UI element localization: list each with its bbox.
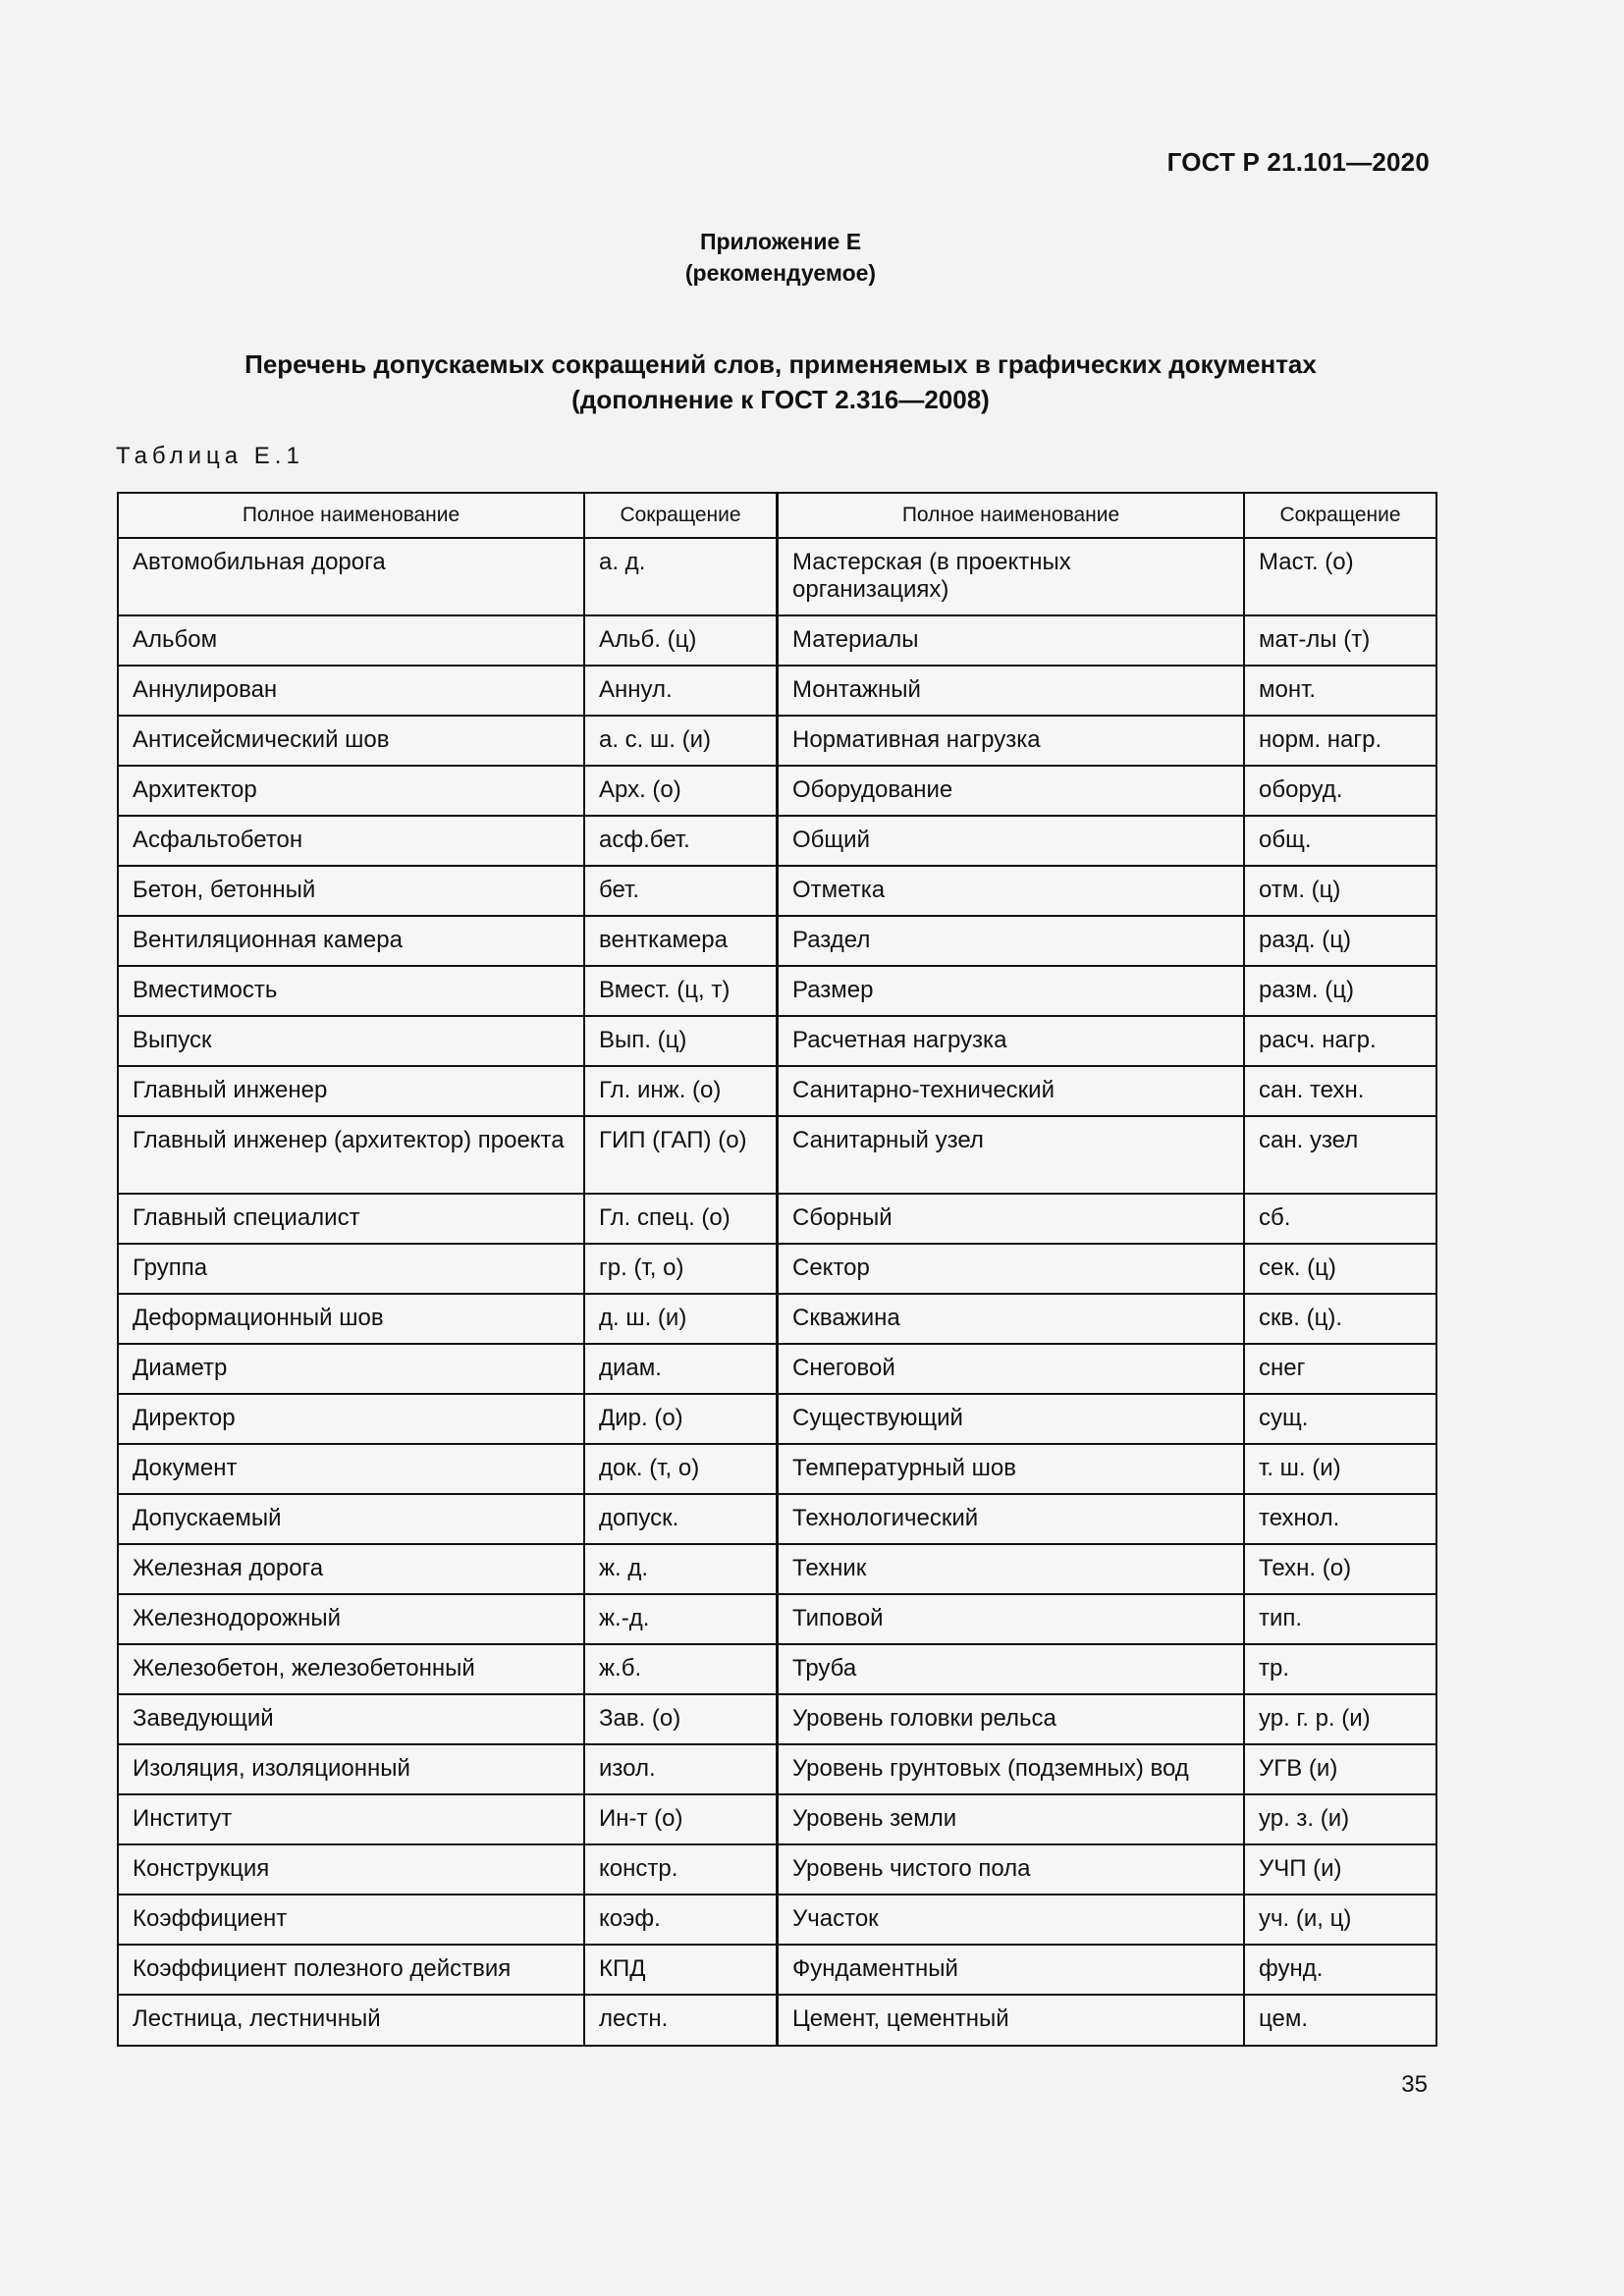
column-header-full-name: Полное наименование xyxy=(119,494,584,538)
abbreviation-cell: сан. техн. xyxy=(1244,1066,1435,1116)
table-row xyxy=(119,866,776,916)
full-name-cell: Группа xyxy=(119,1244,584,1294)
table-row xyxy=(779,666,1435,716)
abbreviation-cell: норм. нагр. xyxy=(1244,716,1435,766)
abbreviation-cell: бет. xyxy=(584,866,776,916)
abbreviation-cell: гр. (т, о) xyxy=(584,1244,776,1294)
full-name-cell: Деформационный шов xyxy=(119,1294,584,1344)
abbreviation-cell: Аннул. xyxy=(584,666,776,716)
full-name-cell: Расчетная нагрузка xyxy=(779,1016,1244,1066)
abbreviation-cell: т. ш. (и) xyxy=(1244,1444,1435,1494)
full-name-cell: Участок xyxy=(779,1895,1244,1945)
abbreviation-cell: КПД xyxy=(584,1945,776,1995)
table-right-half xyxy=(777,492,1437,2047)
table-row xyxy=(779,1544,1435,1594)
abbreviation-cell: цем. xyxy=(1244,1995,1435,2045)
table-row xyxy=(779,1244,1435,1294)
table-row xyxy=(779,1116,1435,1194)
abbreviation-cell: а. д. xyxy=(584,538,776,615)
abbreviation-cell: разд. (ц) xyxy=(1244,916,1435,966)
full-name-cell: Санитарный узел xyxy=(779,1116,1244,1194)
abbreviation-cell: Маст. (о) xyxy=(1244,538,1435,615)
table-row xyxy=(119,615,776,666)
abbreviation-cell: тр. xyxy=(1244,1644,1435,1694)
full-name-cell: Антисейсмический шов xyxy=(119,716,584,766)
abbreviation-cell: ж.б. xyxy=(584,1644,776,1694)
standard-designation: ГОСТ Р 21.101—2020 xyxy=(1166,147,1430,177)
table-row xyxy=(119,1394,776,1444)
table-row xyxy=(119,1694,776,1744)
table-left-half xyxy=(117,492,778,2047)
abbreviation-cell: Техн. (о) xyxy=(1244,1544,1435,1594)
table-row xyxy=(779,1744,1435,1794)
full-name-cell: Главный инженер (архитектор) проекта xyxy=(119,1116,584,1194)
table-row xyxy=(779,766,1435,816)
abbreviation-cell: Альб. (ц) xyxy=(584,615,776,666)
full-name-cell: Типовой xyxy=(779,1594,1244,1644)
abbreviation-cell: расч. нагр. xyxy=(1244,1016,1435,1066)
full-name-cell: Снеговой xyxy=(779,1344,1244,1394)
table-caption: Таблица Е.1 xyxy=(116,443,304,469)
abbreviation-cell: мат-лы (т) xyxy=(1244,615,1435,666)
full-name-cell: Главный специалист xyxy=(119,1194,584,1244)
table-row xyxy=(779,615,1435,666)
abbreviation-cell: сб. xyxy=(1244,1194,1435,1244)
table-left-body xyxy=(119,538,776,2045)
full-name-cell: Техник xyxy=(779,1544,1244,1594)
page-number: 35 xyxy=(1401,2071,1428,2098)
table-row xyxy=(119,1294,776,1344)
abbreviation-cell: ж.-д. xyxy=(584,1594,776,1644)
table-row xyxy=(779,538,1435,615)
full-name-cell: Выпуск xyxy=(119,1016,584,1066)
full-name-cell: Аннулирован xyxy=(119,666,584,716)
abbreviation-cell: асф.бет. xyxy=(584,816,776,866)
abbreviation-cell: технол. xyxy=(1244,1494,1435,1544)
full-name-cell: Скважина xyxy=(779,1294,1244,1344)
table-row xyxy=(119,1794,776,1844)
table-row xyxy=(119,966,776,1016)
full-name-cell: Оборудование xyxy=(779,766,1244,816)
abbreviation-cell: ГИП (ГАП) (о) xyxy=(584,1116,776,1194)
full-name-cell: Монтажный xyxy=(779,666,1244,716)
abbreviation-cell: монт. xyxy=(1244,666,1435,716)
abbreviation-cell: фунд. xyxy=(1244,1945,1435,1995)
abbreviation-cell: общ. xyxy=(1244,816,1435,866)
full-name-cell: Нормативная нагрузка xyxy=(779,716,1244,766)
abbreviation-cell: коэф. xyxy=(584,1895,776,1945)
abbreviation-cell: снег xyxy=(1244,1344,1435,1394)
table-row xyxy=(119,716,776,766)
abbreviation-cell: разм. (ц) xyxy=(1244,966,1435,1016)
full-name-cell: Труба xyxy=(779,1644,1244,1694)
full-name-cell: Институт xyxy=(119,1794,584,1844)
table-row xyxy=(119,1244,776,1294)
full-name-cell: Архитектор xyxy=(119,766,584,816)
table-row xyxy=(119,1995,776,2045)
full-name-cell: Автомобильная дорога xyxy=(119,538,584,615)
abbreviation-cell: УГВ (и) xyxy=(1244,1744,1435,1794)
abbreviation-cell: диам. xyxy=(584,1344,776,1394)
table-row xyxy=(779,1444,1435,1494)
column-header-abbreviation: Сокращение xyxy=(1244,494,1435,538)
full-name-cell: Альбом xyxy=(119,615,584,666)
column-header-abbreviation: Сокращение xyxy=(584,494,776,538)
full-name-cell: Мастерская (в проектных организациях) xyxy=(779,538,1244,615)
full-name-cell: Конструкция xyxy=(119,1844,584,1895)
appendix-heading xyxy=(0,226,1561,289)
table-row xyxy=(119,1945,776,1995)
abbreviation-cell: оборуд. xyxy=(1244,766,1435,816)
full-name-cell: Общий xyxy=(779,816,1244,866)
table-row xyxy=(119,1644,776,1694)
abbreviation-cell: Вып. (ц) xyxy=(584,1016,776,1066)
table-row xyxy=(119,1895,776,1945)
table-row xyxy=(119,1544,776,1594)
table-row xyxy=(119,666,776,716)
table-row xyxy=(779,1995,1435,2045)
table-row xyxy=(779,1194,1435,1244)
abbreviation-cell: а. с. ш. (и) xyxy=(584,716,776,766)
table-row xyxy=(119,1344,776,1394)
column-header-full-name: Полное наименование xyxy=(779,494,1244,538)
abbreviation-cell: сан. узел xyxy=(1244,1116,1435,1194)
full-name-cell: Бетон, бетонный xyxy=(119,866,584,916)
table-row xyxy=(119,1844,776,1895)
full-name-cell: Отметка xyxy=(779,866,1244,916)
abbreviation-cell: УЧП (и) xyxy=(1244,1844,1435,1895)
table-row xyxy=(779,716,1435,766)
full-name-cell: Железная дорога xyxy=(119,1544,584,1594)
table-row xyxy=(119,816,776,866)
full-name-cell: Асфальтобетон xyxy=(119,816,584,866)
full-name-cell: Уровень головки рельса xyxy=(779,1694,1244,1744)
abbreviation-cell: Ин-т (о) xyxy=(584,1794,776,1844)
table-row xyxy=(779,1494,1435,1544)
table-row xyxy=(779,916,1435,966)
table-row xyxy=(779,1066,1435,1116)
abbreviation-cell: венткамера xyxy=(584,916,776,966)
document-title xyxy=(0,347,1561,417)
abbreviation-cell: лестн. xyxy=(584,1995,776,2045)
full-name-cell: Раздел xyxy=(779,916,1244,966)
table-row xyxy=(779,1694,1435,1744)
full-name-cell: Вентиляционная камера xyxy=(119,916,584,966)
table-row xyxy=(779,1945,1435,1995)
full-name-cell: Коэффициент полезного действия xyxy=(119,1945,584,1995)
table-row xyxy=(779,1294,1435,1344)
abbreviation-cell: ж. д. xyxy=(584,1544,776,1594)
table-row xyxy=(779,1016,1435,1066)
abbreviation-cell: констр. xyxy=(584,1844,776,1895)
document-title-line-2: (дополнение к ГОСТ 2.316—2008) xyxy=(571,385,990,414)
document-title-line-1: Перечень допускаемых сокращений слов, применяемых в графических документах xyxy=(244,349,1317,379)
table-row xyxy=(119,916,776,966)
abbreviation-cell: изол. xyxy=(584,1744,776,1794)
appendix-title: Приложение Е xyxy=(699,229,862,254)
abbreviation-cell: тип. xyxy=(1244,1594,1435,1644)
abbreviation-cell: допуск. xyxy=(584,1494,776,1544)
abbreviation-cell: Гл. спец. (о) xyxy=(584,1194,776,1244)
table-row xyxy=(119,1744,776,1794)
full-name-cell: Директор xyxy=(119,1394,584,1444)
table-row xyxy=(779,1594,1435,1644)
table-row xyxy=(119,1116,776,1194)
table-right-body xyxy=(779,538,1435,2045)
full-name-cell: Уровень грунтовых (подземных) вод xyxy=(779,1744,1244,1794)
full-name-cell: Документ xyxy=(119,1444,584,1494)
full-name-cell: Коэффициент xyxy=(119,1895,584,1945)
full-name-cell: Диаметр xyxy=(119,1344,584,1394)
abbreviation-cell: отм. (ц) xyxy=(1244,866,1435,916)
abbreviation-cell: скв. (ц). xyxy=(1244,1294,1435,1344)
abbreviation-cell: Арх. (о) xyxy=(584,766,776,816)
table-row xyxy=(119,1594,776,1644)
full-name-cell: Вместимость xyxy=(119,966,584,1016)
full-name-cell: Лестница, лестничный xyxy=(119,1995,584,2045)
table-row xyxy=(119,1444,776,1494)
table-row xyxy=(779,1394,1435,1444)
full-name-cell: Сборный xyxy=(779,1194,1244,1244)
abbreviation-cell: док. (т, о) xyxy=(584,1444,776,1494)
table-row xyxy=(779,966,1435,1016)
full-name-cell: Изоляция, изоляционный xyxy=(119,1744,584,1794)
abbreviation-cell: ур. з. (и) xyxy=(1244,1794,1435,1844)
table-row xyxy=(119,1066,776,1116)
abbreviation-cell: сек. (ц) xyxy=(1244,1244,1435,1294)
table-row xyxy=(779,1794,1435,1844)
abbreviation-cell: Зав. (о) xyxy=(584,1694,776,1744)
table-row xyxy=(779,1844,1435,1895)
full-name-cell: Железобетон, железобетонный xyxy=(119,1644,584,1694)
table-row xyxy=(119,1194,776,1244)
table-row xyxy=(779,1344,1435,1394)
table-row xyxy=(779,866,1435,916)
table-row xyxy=(779,1895,1435,1945)
full-name-cell: Главный инженер xyxy=(119,1066,584,1116)
table-row xyxy=(119,1016,776,1066)
full-name-cell: Уровень земли xyxy=(779,1794,1244,1844)
table-row xyxy=(119,1494,776,1544)
table-row xyxy=(119,766,776,816)
full-name-cell: Фундаментный xyxy=(779,1945,1244,1995)
abbreviation-cell: уч. (и, ц) xyxy=(1244,1895,1435,1945)
abbreviation-cell: Дир. (о) xyxy=(584,1394,776,1444)
appendix-subtitle: (рекомендуемое) xyxy=(684,260,877,286)
full-name-cell: Размер xyxy=(779,966,1244,1016)
full-name-cell: Технологический xyxy=(779,1494,1244,1544)
full-name-cell: Железнодорожный xyxy=(119,1594,584,1644)
full-name-cell: Цемент, цементный xyxy=(779,1995,1244,2045)
table-row xyxy=(779,816,1435,866)
abbreviation-cell: Гл. инж. (о) xyxy=(584,1066,776,1116)
full-name-cell: Температурный шов xyxy=(779,1444,1244,1494)
full-name-cell: Допускаемый xyxy=(119,1494,584,1544)
table-row xyxy=(779,1644,1435,1694)
abbreviation-cell: д. ш. (и) xyxy=(584,1294,776,1344)
abbreviation-cell: Вмест. (ц, т) xyxy=(584,966,776,1016)
abbreviation-cell: сущ. xyxy=(1244,1394,1435,1444)
full-name-cell: Материалы xyxy=(779,615,1244,666)
full-name-cell: Сектор xyxy=(779,1244,1244,1294)
full-name-cell: Санитарно-технический xyxy=(779,1066,1244,1116)
full-name-cell: Заведующий xyxy=(119,1694,584,1744)
full-name-cell: Существующий xyxy=(779,1394,1244,1444)
table-row xyxy=(119,538,776,615)
abbreviation-cell: ур. г. р. (и) xyxy=(1244,1694,1435,1744)
full-name-cell: Уровень чистого пола xyxy=(779,1844,1244,1895)
